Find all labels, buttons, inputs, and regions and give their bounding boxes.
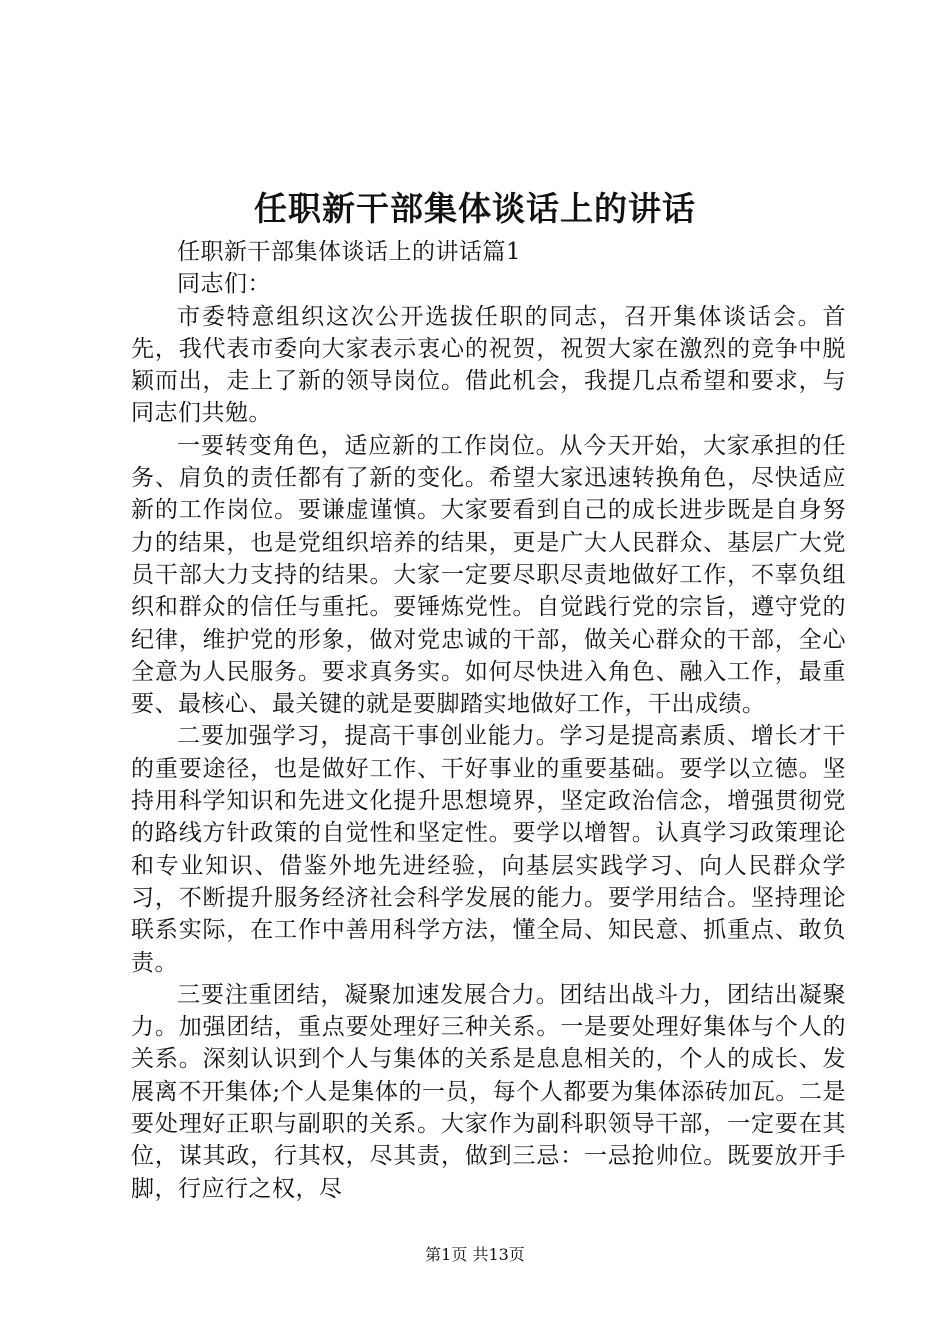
paragraph-point-one: 一要转变角色，适应新的工作岗位。从今天开始，大家承担的任务、肩负的责任都有了新的变化。希望大家迅速转换角色，尽快适应新的工作岗位。要谦虚谨慎。大家要看到自己的成长进步既是自身努力的结果，也是党组织培养的结果，更是广大人民群众、基层广大党员干部大力支持的结果。大家一定要尽职尽责地做好工作，不辜负组织和群众的信任与重托。要锤炼党性。自觉践行党的宗旨，遵守党的纪律，维护党的形象，做对党忠诚的干部，做关心群众的干部，全心全意为人民服务。要求真务实。如何尽快进入角色、融入工作，最重要、最核心、最关键的就是要脚踏实地做好工作，干出成绩。 <box>131 432 846 718</box>
section-heading: 任职新干部集体谈话上的讲话篇1 <box>177 239 522 265</box>
document-title: 任职新干部集体谈话上的讲话 <box>254 189 696 228</box>
salutation: 同志们： <box>177 271 271 298</box>
paragraph-point-two: 二要加强学习，提高干事创业能力。学习是提高素质、增长才干的重要途径，也是做好工作、干好事业的重要基础。要学以立德。坚持用科学知识和先进文化提升思想境界，坚定政治信念，增强贯彻党的路线方针政策的自觉性和坚定性。要学以增智。认真学习政策理论和专业知识、借鉴外地先进经验，向基层实践学习、向人民群众学习，不断提升服务经济社会科学发展的能力。要学用结合。坚持理论联系实际，在工作中善用科学方法，懂全局、知民意、抓重点、敢负责。 <box>131 723 846 976</box>
paragraph-point-three: 三要注重团结，凝聚加速发展合力。团结出战斗力，团结出凝聚力。加强团结，重点要处理好三种关系。一是要处理好集体与个人的关系。深刻认识到个人与集体的关系是息息相关的，个人的成长、发展离不开集体;个人是集体的一员，每个人都要为集体添砖加瓦。二是要处理好正职与副职的关系。大家作为副科职领导干部，一定要在其位，谋其政，行其权，尽其责，做到三忌：一忌抢帅位。既要放开手脚，行应行之权，尽 <box>131 981 846 1202</box>
paragraph-intro: 市委特意组织这次公开选拔任职的同志，召开集体谈话会。首先，我代表市委向大家表示衷心的祝贺，祝贺大家在激烈的竞争中脱颖而出，走上了新的领导岗位。借此机会，我提几点希望和要求，与同志们共勉。 <box>131 303 846 427</box>
page-footer: 第1页 共13页 <box>425 1245 525 1264</box>
document-body <box>131 236 846 1205</box>
